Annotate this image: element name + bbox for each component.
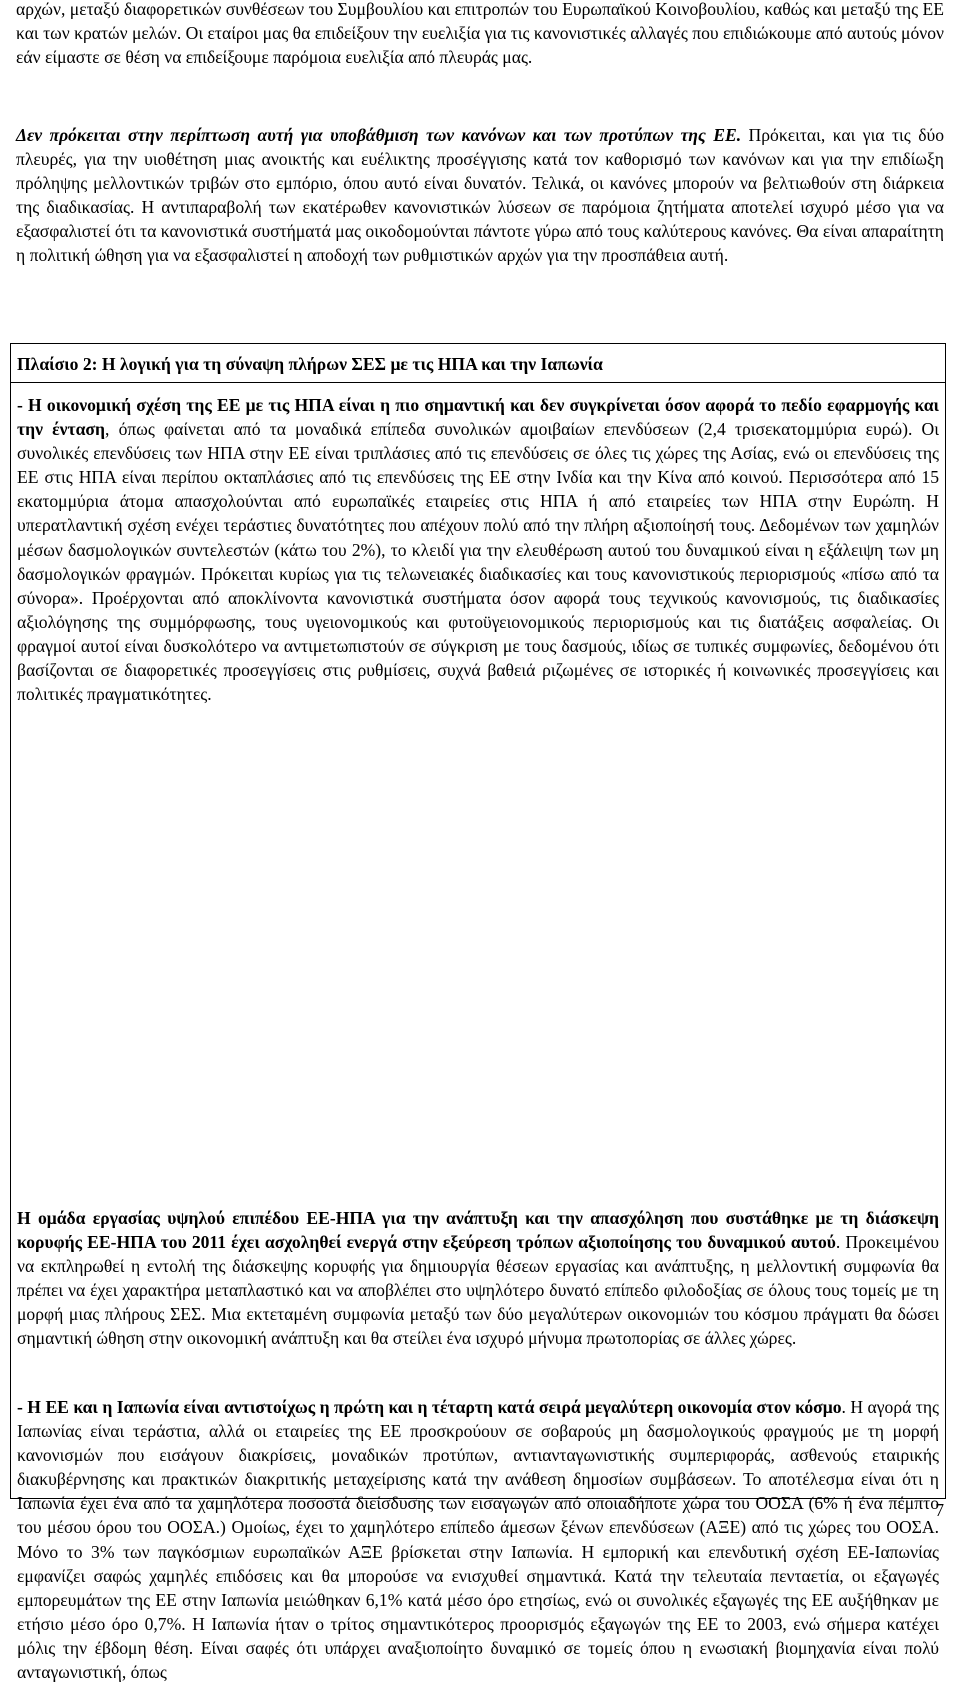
box-section-us-lead: - Η οικονομική σχέση της ΕΕ με τις ΗΠΑ είναι η πιο σημαντική και δεν συγκρίνεται όσον αφορά το πεδίο εφαρμογής και την ένταση [17, 395, 939, 440]
second-paragraph-lead: Δεν πρόκειται στην περίπτωση αυτή για υποβάθμιση των κανόνων και των προτύπων της ΕΕ. [16, 125, 742, 145]
second-paragraph-text: Πρόκειται, και για τις δύο πλευρές, για την υιοθέτηση μιας ανοικτής και ευέλικτης προσέγγισης κατά τον καθορισμό των κανόνων και για την επιδίωξη πρόληψης μελλοντικών τριβών στο εμπόριο, όπου αυτό είναι δυνατόν. Τελικά, οι κανόνες μπορούν να βελτιωθούν στη διάρκεια της διαδικασίας. Η αντιπαραβολή των εκατέρωθεν κανονιστικών λύσεων σε παρόμοια ζητήματα αποτελεί ισχυρό μέσο για να εξασφαλιστεί ότι τα κανονιστικά συστήματά μας οικοδομούνται πάντοτε γύρω από τους καλύτερους κανόνες. Θα είναι απαραίτητη η πολιτική ώθηση για να εξασφαλιστεί η αποδοχή των ρυθμιστικών αρχών για την προσπάθεια αυτή. [16, 125, 944, 266]
box-section-japan [17, 1395, 939, 1684]
page-number: 7 [935, 1500, 944, 1520]
box-section-working-group-text: . Προκειμένου να εκπληρωθεί η εντολή της διάσκεψης κορυφής για δημιουργία θέσεων εργασίας και ανάπτυξης, η μελλοντική συμφωνία θα πρέπει να έχει χαρακτήρα μεταπλαστικό και να αποβλέπει στο υψηλότερο δυνατό επίπεδο φιλοδοξίας σε όλους τους τομείς με τη μορφή μιας πλήρους ΣΕΣ. Μια εκτεταμένη συμφωνία μεταξύ των δύο μεγαλύτερων οικονομιών του κόσμου πράγματι θα δώσει σημαντική ώθηση στην οικονομική ανάπτυξη και θα στείλει ένα ισχυρό μήνυμα πρωτοπορίας σε άλλες χώρες. [17, 1232, 939, 1349]
box-section-japan-text: . Η αγορά της Ιαπωνίας είναι τεράστια, αλλά οι εταιρείες της ΕΕ προσκρούουν σε σοβαρούς μη δασμολογικούς φραγμούς με τη μορφή κανονισμών που εισάγουν διακρίσεις, μοναδικών προτύπων, αντιανταγωνιστικής συμπεριφοράς, ασθενούς εταιρικής διακυβέρνησης και πρακτικών διακριτικής μεταχείρισης κατά την ανάθεση δημοσίων συμβάσεων. Το αποτέλεσμα είναι ότι η Ιαπωνία έχει ένα από τα χαμηλότερα ποσοστά διείσδυσης των εισαγωγών από οποιαδήποτε χώρα του ΟΟΣΑ (6% ή ένα πέμπτο του μέσου όρου του ΟΟΣΑ.) Ομοίως, έχει το χαμηλότερο επίπεδο άμεσων ξένων επενδύσεων (ΑΞΕ) από τις χώρες του ΟΟΣΑ. Μόνο το 3% των παγκόσμιων ευρωπαϊκών ΑΞΕ βρίσκεται στην Ιαπωνία. Η εμπορική και επενδυτική σχέση ΕΕ-Ιαπωνίας εμφανίζει σαφώς χαμηλές επιδόσεις και θα μπορούσε να ενισχυθεί σημαντικά. Κατά την τελευταία πενταετία, οι εξαγωγές εμπορευμάτων της ΕΕ στην Ιαπωνία μειώθηκαν 6,1% κατά μέσο όρο ετησίως, ενώ οι συνολικές εξαγωγές της ΕΕ αυξήθηκαν με ετήσιο μέσο όρο 0,7%. Η Ιαπωνία ήταν ο τρίτος σημαντικότερος προορισμός εξαγωγών της ΕΕ το 2003, ενώ σήμερα κατέχει μόλις την έβδομη θέση. Είναι σαφές ότι υπάρχει αναξιοποίητο δυναμικό σε τομείς όπου η ενωσιακή βιομηχανία είναι πολύ ανταγωνιστική, όπως [17, 1397, 940, 1683]
box-section-us [17, 393, 939, 706]
box-title-divider [11, 382, 945, 383]
box-section-working-group [17, 1206, 939, 1351]
box-title [17, 352, 939, 376]
second-paragraph [16, 123, 944, 268]
intro-paragraph [16, 0, 944, 69]
box-section-working-group-lead: Η ομάδα εργασίας υψηλού επιπέδου ΕΕ-ΗΠΑ για την ανάπτυξη και την απασχόληση που συστάθηκε με τη διάσκεψη κορυφής ΕΕ-ΗΠΑ του 2011 έχει ασχοληθεί ενεργά στην εξεύρεση τρόπων αξιοποίησης του δυναμικού αυτού [17, 1208, 939, 1253]
box-section-us-text: , όπως φαίνεται από τα μοναδικά επίπεδα συνολικών αμοιβαίων επενδύσεων (2,4 τρισεκατομμύρια ευρώ). Οι συνολικές επενδύσεις των ΗΠΑ στην ΕΕ είναι τριπλάσιες από τις επενδύσεις σε όλες τις χώρες της Ασίας, ενώ οι επενδύσεις της ΕΕ στις ΗΠΑ είναι περίπου οκταπλάσιες από τις επενδύσεις της ΕΕ στην Ινδία και την Κίνα από κοινού. Περισσότερα από 15 εκατομμύρια άτομα απασχολούνται από ευρωπαϊκές εταιρείες στις ΗΠΑ ή από εταιρείες των ΗΠΑ στην Ευρώπη. Η υπερατλαντική σχέση ενέχει τεράστιες δυνατότητες που απέχουν πολύ από την πλήρη αξιοποίησή τους. Δεδομένων των χαμηλών μέσων δασμολογικών συντελεστών (κάτω του 2%), το κλειδί για την ελευθέρωση αυτού του δυναμικού είναι η εξάλειψη των μη δασμολογικών φραγμών. Πρόκειται κυρίως για τις τελωνειακές διαδικασίες και τους κανονιστικούς περιορισμούς «πίσω από τα σύνορα». Προέρχονται από αποκλίνοντα κανονιστικά συστήματα όσον αφορά τους τεχνικούς κανονισμούς, τις διαδικασίες αξιολόγησης της συμμόρφωσης, τους υγειονομικούς και φυτοϋγειονομικούς περιορισμούς και τις διατάξεις ασφαλείας. Οι φραγμοί αυτοί είναι δυσκολότερο να αντιμετωπιστούν σε σύγκριση με τους δασμούς, ιδίως σε τυπικές συμφωνίες, δεδομένου ότι βασίζονται σε διαφορετικές προσεγγίσεις στις ρυθμίσεις, συχνά βαθειά ριζωμένες σε ιστορικές ή κοινωνικές προσεγγίσεις και πολιτικές πραγματικότητες. [17, 419, 939, 705]
box-title-text: Πλαίσιο 2: Η λογική για τη σύναψη πλήρων ΣΕΣ με τις ΗΠΑ και την Ιαπωνία [17, 354, 603, 374]
box-2 [10, 343, 946, 1683]
box-section-japan-lead: - Η ΕΕ και η Ιαπωνία είναι αντιστοίχως η πρώτη και η τέταρτη κατά σειρά μεγαλύτερη οικονομία στον κόσμο [17, 1397, 842, 1417]
intro-text: αρχών, μεταξύ διαφορετικών συνθέσεων του Συμβουλίου και επιτροπών του Ευρωπαϊκού Κοινοβουλίου, καθώς και μεταξύ της ΕΕ και των κρατών μελών. Οι εταίροι μας θα επιδείξουν την ευελιξία για τις κανονιστικές αλλαγές που επιδιώκουμε από αυτούς μόνον εάν είμαστε σε θέση να επιδείξουμε παρόμοια ευελιξία από πλευράς μας. [16, 0, 944, 68]
